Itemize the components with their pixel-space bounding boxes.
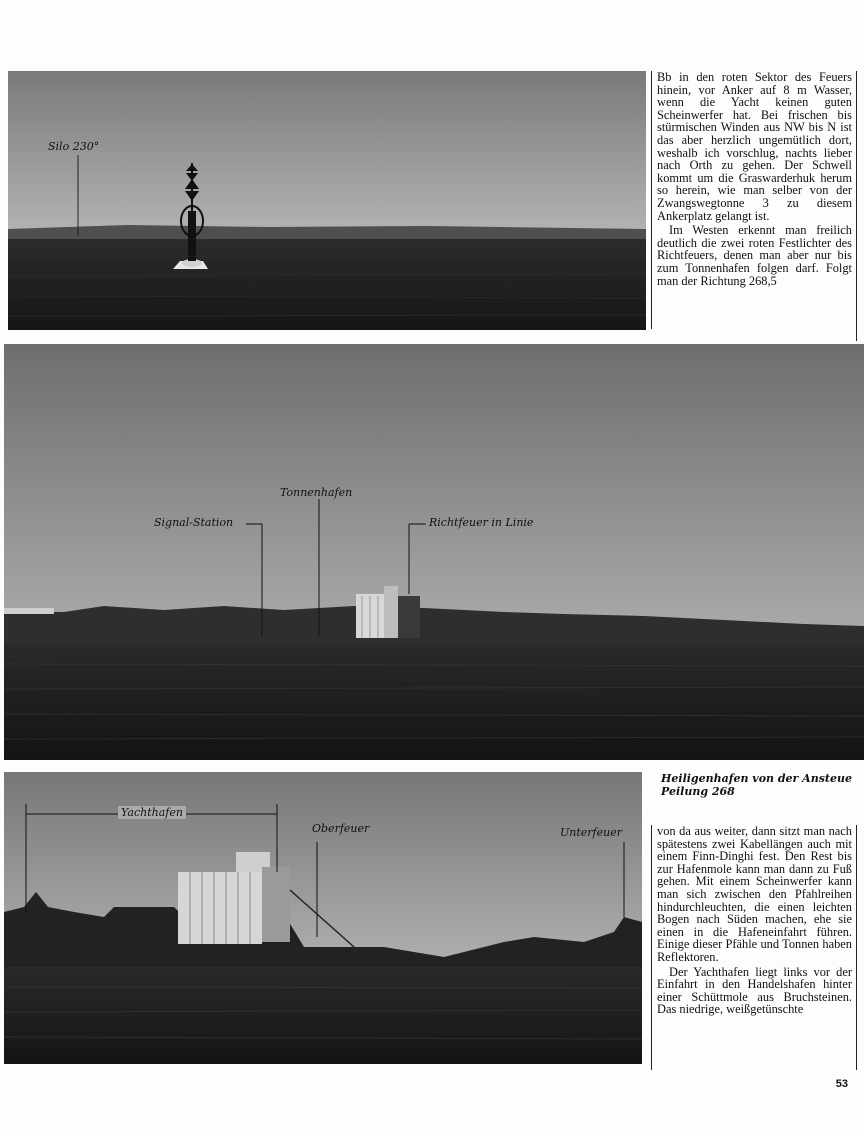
photo-caption-line2: Peilung 268 <box>661 785 735 798</box>
label-tonnenhafen: Tonnenhafen <box>280 486 353 499</box>
photo-caption-line1: Heiligenhafen von der Ansteue <box>661 772 852 785</box>
label-silo: Silo 230° <box>48 140 100 153</box>
text-column-bottom <box>657 825 852 1018</box>
photo-harbour-panorama <box>4 344 864 760</box>
label-richtfeuer: Richtfeuer in Linie <box>429 516 534 529</box>
photo-buoy-silo <box>8 71 646 330</box>
paragraph: Der Yachthafen liegt links vor der Einfahrt in den Handelshafen hinter einer Schüttmole aus Bruchsteinen. Das niedrige, weißgetünschte <box>657 964 852 1017</box>
photo-yacht-harbour <box>4 772 642 1064</box>
text-column-top <box>657 71 852 289</box>
column-rule <box>651 71 652 329</box>
column-rule <box>856 71 857 341</box>
column-rule <box>651 825 652 1070</box>
paragraph: von da aus weiter, dann sitzt man nach spätestens zwei Kabellängen auch mit einem Finn-Dinghi fest. Den Rest bis zur Hafenmole kann man dann zu Fuß gehen. Mit einem Scheinwerfer kann man sich zwischen den Pfahlreihen hindurchleuchten, die einen leichten Bogen nach Süden machen, ehe sie einen in die Hafeneinfahrt führen. Einige dieser Pfähle und Tonnen haben Reflektoren. <box>657 824 852 964</box>
label-unterfeuer: Unterfeuer <box>560 826 622 839</box>
column-rule <box>856 825 857 1070</box>
label-signal-station: Signal-Station <box>154 516 234 529</box>
label-yachthafen: Yachthafen <box>118 806 186 819</box>
paragraph: Im Westen erkennt man freilich deutlich die zwei roten Festlichter des Richtfeuers, denen man aber nur bis zum Tonnenhafen folgen darf. Folgt man der Richtung 268,5 <box>657 223 852 288</box>
page-number: 53 <box>835 1078 848 1090</box>
label-oberfeuer: Oberfeuer <box>312 822 370 835</box>
paragraph: Bb in den roten Sektor des Feuers hinein, vor Anker auf 8 m Wasser, wenn die Yacht keinen guten Scheinwerfer hat. Bei frischen bis stürmischen Winden aus NW bis N ist das aber herzlich ungemütlich dort, weshalb ich vorschlug, nachts lieber nach Orth zu gehen. Der Schwell kommt um die Graswarderhuk herum so herein, wie man selber von der Zwangswegtonne 3 zu diesem Ankerplatz gelangt ist. <box>657 70 852 223</box>
